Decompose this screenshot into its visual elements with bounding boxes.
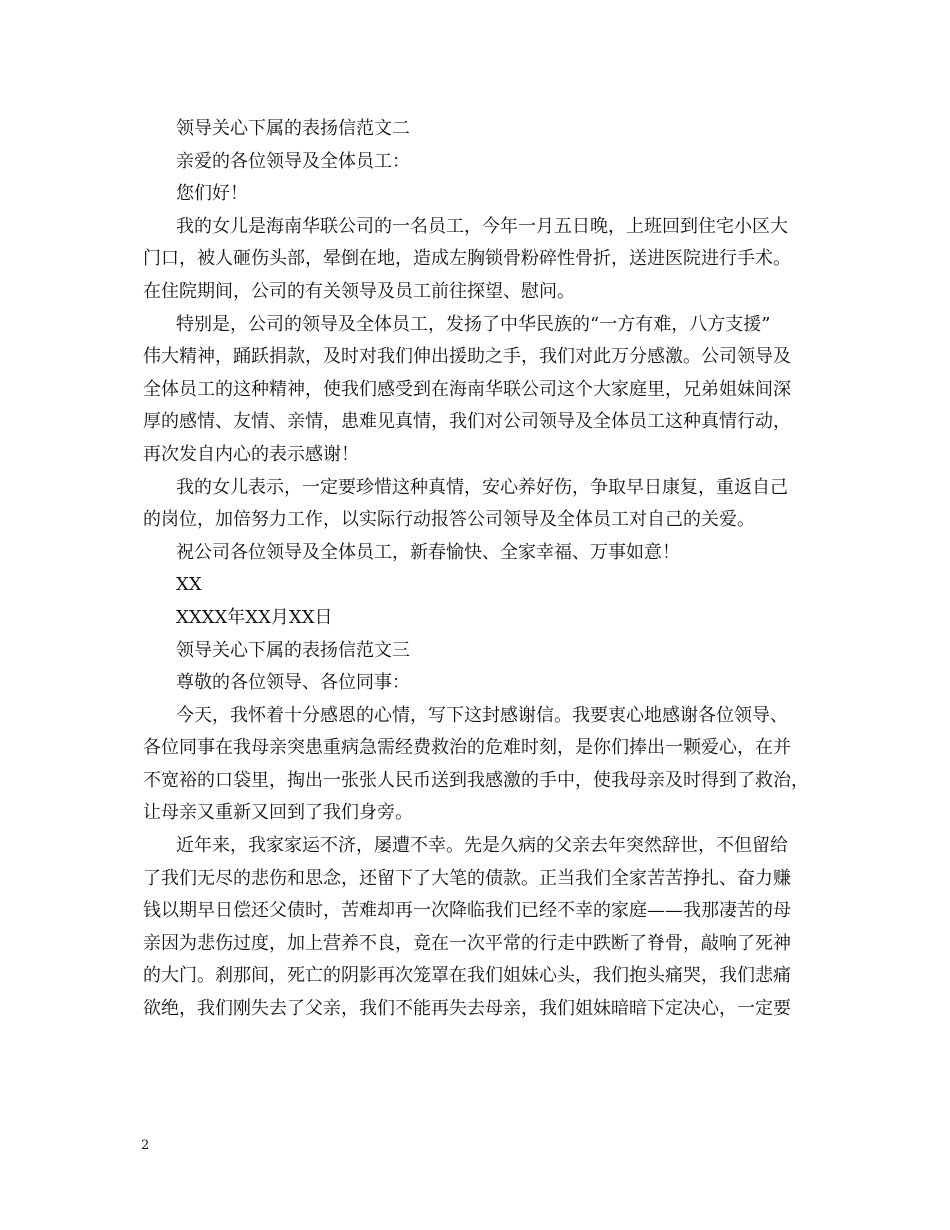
- text-line: 厚的感情、友情、亲情，患难见真情，我们对公司领导及全体员工这种真情行动，: [143, 411, 791, 433]
- text-line: 今天，我怀着十分感恩的心情，写下这封感谢信。我要衷心地感谢各位领导、: [176, 704, 788, 726]
- text-line: XXXX年XX月XX日: [176, 606, 333, 628]
- text-line: 门口，被人砸伤头部，晕倒在地，造成左胸锁骨粉碎性骨折，送进医院进行手术。: [143, 248, 791, 270]
- text-line: 欲绝，我们刚失去了父亲，我们不能再失去母亲，我们姐妹暗暗下定决心，一定要: [143, 998, 791, 1020]
- text-line: 了我们无尽的悲伤和思念，还留下了大笔的债款。正当我们全家苦苦挣扎、奋力赚: [143, 867, 791, 889]
- text-line: 各位同事在我母亲突患重病急需经费救治的危难时刻，是你们捧出一颗爱心，在并: [143, 737, 791, 759]
- text-line: 亲因为悲伤过度，加上营养不良，竟在一次平常的行走中跌断了脊骨，敲响了死神: [143, 932, 791, 954]
- text-line: XX: [176, 574, 202, 596]
- page-number: 2: [141, 1138, 150, 1153]
- text-line: 的岗位，加倍努力工作，以实际行动报答公司领导及全体员工对自己的关爱。: [143, 509, 755, 531]
- text-line: 祝公司各位领导及全体员工，新春愉快、全家幸福、万事如意！: [176, 541, 680, 563]
- text-line: 亲爱的各位领导及全体员工：: [176, 150, 410, 172]
- text-line: 让母亲又重新又回到了我们身旁。: [143, 802, 413, 824]
- text-line: 我的女儿是海南华联公司的一名员工，今年一月五日晚，上班回到住宅小区大: [176, 215, 788, 237]
- text-line: 不宽裕的口袋里，掏出一张张人民币送到我感激的手中，使我母亲及时得到了救治，: [143, 769, 809, 791]
- text-line: 伟大精神，踊跃捐款，及时对我们伸出援助之手，我们对此万分感激。公司领导及: [143, 346, 791, 368]
- text-line: 钱以期早日偿还父债时，苦难却再一次降临我们已经不幸的家庭——我那凄苦的母: [143, 900, 791, 922]
- text-line: 您们好！: [176, 183, 248, 205]
- text-line: 近年来，我家家运不济，屡遭不幸。先是久病的父亲去年突然辞世，不但留给: [176, 835, 788, 857]
- text-line: 领导关心下属的表扬信范文三: [176, 639, 410, 661]
- text-line: 领导关心下属的表扬信范文二: [176, 118, 410, 139]
- text-line: 我的女儿表示，一定要珍惜这种真情，安心养好伤，争取早日康复，重返自己: [176, 476, 788, 498]
- text-line: 在住院期间，公司的有关领导及员工前往探望、慰问。: [143, 280, 575, 302]
- document-body: [143, 113, 813, 1026]
- text-line: 特别是，公司的领导及全体员工，发扬了中华民族的“一方有难，八方支援”: [176, 313, 771, 335]
- text-line: 尊敬的各位领导、各位同事：: [176, 672, 410, 694]
- text-line: 的大门。刹那间，死亡的阴影再次笼罩在我们姐妹心头，我们抱头痛哭，我们悲痛: [143, 965, 791, 987]
- text-line: 再次发自内心的表示感谢！: [143, 443, 359, 465]
- text-line: 全体员工的这种精神，使我们感受到在海南华联公司这个大家庭里，兄弟姐妹间深: [143, 378, 791, 400]
